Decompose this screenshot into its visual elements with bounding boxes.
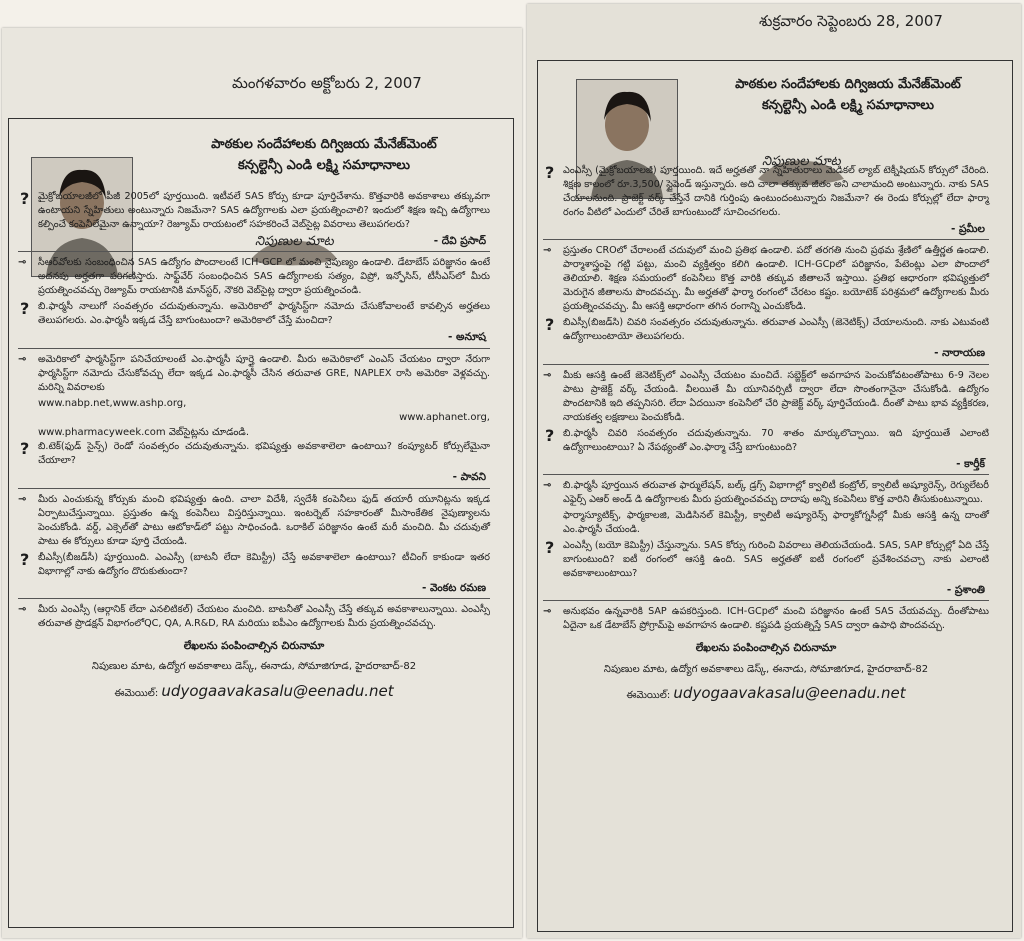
divider bbox=[543, 600, 989, 601]
right-question-3: ? బి.ఫార్మసీ చివరి సంవత్సరం చదువుతున్నాను. 70 శాతం మార్కులొచ్చాయి. ఇది పూర్తయితే ఎలాంటి ఉద్యోగాలుంటాయి? ఏ నేపథ్యంతో ఎం.ఫార్మా చేస్తే బాగుంటుంది? bbox=[545, 425, 989, 453]
right-question-4: ? ఎంఎస్సీ (బయో కెమిస్ట్రీ) చేస్తున్నాను. SAS కోర్సు గురించి వివరాలు తెలియచేయండి. SAS, SAP కోర్సుల్లో ఏది చేస్తే బాగుంటుంది? ఐటీ రంగంలో ఆసక్తి ఉంది. SAS అర్హతతో ఐటీ రంగంలో ప్రవేశించవచ్చా నాకు ఎలాంటి అవకాశాలుంటాయి? bbox=[545, 537, 989, 579]
question-mark-icon: ? bbox=[545, 537, 555, 557]
left-header-line1: పాఠకుల సందేహాలకు దిగ్విజయ మేనేజ్‌మెంట్ bbox=[211, 137, 437, 152]
answer-arrow-icon: ⊸ bbox=[18, 257, 27, 269]
divider bbox=[543, 364, 989, 365]
question-mark-icon: ? bbox=[20, 189, 30, 208]
right-logo-text: నిపుణుల మాట bbox=[762, 154, 841, 169]
left-footer-address: నిపుణుల మాట, ఉద్యోగ అవకాశాలు డెస్క్, ఈనాడు, సోమాజిగూడ, హైదరాబాద్-82 bbox=[91, 661, 417, 673]
answer-arrow-icon: ⊸ bbox=[543, 606, 552, 618]
right-footer-address: నిపుణుల మాట, ఉద్యోగ అవకాశాలు డెస్క్, ఈనాడు, సోమాజిగూడ, హైదరాబాద్-82 bbox=[603, 663, 929, 675]
left-clipping bbox=[2, 28, 522, 938]
right-question-1: ? ఎంఎస్సీ (మైక్రోబయాలజీ) పూర్తయింది. ఇదే అర్హతతో నా స్నేహితురాలు మెడికల్ ల్యాబ్ టెక్నీషియన్ కోర్సులో చేరింది. శిక్షణ కాలంలో రూ.3,500/ స్టైపెండ్ ఇస్తున్నారు. అది చాలా తక్కువ జీతం అని చాలామంది అంటున్నారు. నాకు SAS చేయాలనుంది. ప్రాజెక్ట్ వర్క్ చేస్తేనే దానికి గుర్తింపు ఉంటుందంటున్నారు నిజమేనా? ఈ రెండు కోర్సుల్లో లేదా ఫార్మా రంగం వీటిలో ఎందులో చేరితే బాగుంటుందో సూచించగలరు. bbox=[545, 163, 989, 218]
answer-arrow-icon: ⊸ bbox=[18, 604, 27, 616]
left-header-line2: కన్సల్టెన్సీ ఎండి లక్ష్మి సమాధానాలు bbox=[238, 157, 410, 173]
divider bbox=[543, 239, 989, 240]
left-logo-text: నిపుణుల మాట bbox=[255, 234, 334, 249]
left-question-3: ? బి.టెక్(ఫుడ్ సైన్స్) రెండో సంవత్సరం చదువుతున్నాను. భవిష్యత్తు అవకాశాలెలా ఉంటాయి? కంప్యూటర్ కోర్సులేమైనా చేయాలా? bbox=[20, 439, 490, 467]
right-answer-4: ⊸ అనుభవం ఉన్నవారికి SAP ఉపకరిస్తుంది. ICH-GCpలో మంచి పరిజ్ఞానం ఉంటే SAS చేయవచ్చు. దీంతోపాటు ఏదైనా ఒక డేటాబేస్ ప్రోగ్రామ్‌పై అవగాహన ఉండాలి. కష్టపడి ప్రయత్నిస్తే SAS ద్వారా ఉపాధి పొందవచ్చు. bbox=[543, 606, 989, 632]
left-reader-name-3: - పావని bbox=[452, 471, 486, 484]
right-date: శుక్రవారం సెప్టెంబరు 28, 2007 bbox=[759, 12, 943, 30]
left-answer-3: ⊸ మీరు ఎంచుకున్న కోర్సుకు మంచి భవిష్యత్తు ఉంది. చాలా విదేశీ, స్వదేశీ కంపెనీలు ఫుడ్ తయారీ యూనిట్లను ఇక్కడ ఏర్పాటుచేస్తున్నాయి. ప్రస్తుతం ఉన్న కంపెనీలు విస్తరిస్తున్నాయి. ఇంటర్నెట్ సహకారంతో మీసాంకేతిక నైపుణ్యాలను పెంచుకోండి. వర్డ్, ఎక్సెల్‌తో పాటు ఆటోకాడ్‌లో పట్టు సాధించండి. ఒరాకిల్ పరిజ్ఞానం ఉంటే మరీ మంచిది. మీ చదువుతో పాటు ఈ కోర్సులు కూడా పూర్తి చేయండి. bbox=[18, 493, 490, 547]
link-aphanet: www.aphanet.org, bbox=[399, 412, 490, 424]
divider bbox=[543, 474, 989, 475]
left-question-2: ? బి.ఫార్మసీ నాలుగో సంవత్సరం చదువుతున్నాను. అమెరికాలో ఫార్మసిస్ట్‌గా నమోదు చేసుకోవాలంటే కావల్సిన అర్హతలు తెలుపగలరు. ఎం.ఫార్మసీ ఇక్కడ చేస్తే బాగుంటుందా? అమెరికాలో చేస్తే మంచిదా? bbox=[20, 299, 490, 327]
right-header bbox=[688, 75, 1008, 117]
question-mark-icon: ? bbox=[545, 425, 555, 445]
left-question-1: ? మైక్రోబయాలజీలో పీజీ 2005లో పూర్తయింది. ఇటీవలే SAS కోర్సు కూడా పూర్తిచేశాను. కొత్తవారికి అవకాశాలు తక్కువగా ఉంటాయని స్నేహితులు అంటున్నారు నిజమేనా? SAS ఉద్యోగాలకు ఎలా ప్రయత్నించాలి? ఇందులో శిక్షణ ఇచ్చి ఉద్యోగాలు కల్పించే కంపెనీలేమైనా ఉన్నాయా? రెజ్యూమ్ రాయటంలో సహకరించే వెబ్‌సైట్ల వివరాలు తెలుపగలరు? bbox=[20, 189, 490, 230]
left-reader-name-2: - అనూష bbox=[448, 331, 486, 344]
question-mark-icon: ? bbox=[545, 315, 555, 335]
left-reader-name-1: - దేవి ప్రసాద్ bbox=[433, 235, 486, 247]
question-mark-icon: ? bbox=[20, 439, 30, 459]
right-header-line1: పాఠకుల సందేహాలకు దిగ్విజయ మేనేజ్‌మెంట్ bbox=[735, 77, 961, 92]
answer-arrow-icon: ⊸ bbox=[18, 493, 27, 505]
left-date: మంగళవారం అక్టోబరు 2, 2007 bbox=[232, 74, 422, 92]
right-footer-title: లేఖలను పంపించాల్సిన చిరునామా bbox=[695, 642, 837, 655]
question-mark-icon: ? bbox=[20, 549, 30, 569]
left-header bbox=[149, 135, 499, 177]
left-question-4: ? బీఎస్సీ(బీజడ్‌సీ) పూర్తయింది. ఎంఎస్సీ (బాటనీ లేదా కెమిస్ట్రీ) చేస్తే అవకాశాలెలా ఉంటాయి? టీచింగ్ కాకుండా ఇతర విభాగాల్లో నాకు ఉద్యోగం దొరుకుతుందా? bbox=[20, 549, 490, 577]
link-nabp: www.nabp.net,www.ashp.org, bbox=[38, 397, 187, 409]
left-content bbox=[18, 190, 490, 703]
left-answer-1: ⊸ సీఆర్‌వోలకు సంబంధించిన SAS ఉద్యోగం పొందాలంటే ICH-GCP లో మంచి నైపుణ్యం ఉండాలి. డేటాబేస్ పరిజ్ఞానం ఉంటే అదనపు అర్హతగా పరిగణిస్తారు. సాఫ్ట్‌వేర్ సంబంధించిన SAS ఉద్యోగాలకు సత్యం, విప్రో, ఇన్ఫోసిస్, టీసీఎస్‌లో మీరు ప్రయత్నించవచ్చు రెజ్యూమ్ రాయటానికి మాన్‌స్టర్, నౌకరి వెబ్‌సైట్ల ద్వారా ప్రయత్నించండి. bbox=[18, 257, 490, 297]
divider bbox=[18, 251, 490, 252]
right-clipping bbox=[527, 4, 1021, 938]
right-answer-3b: ఫార్మాస్యూటిక్స్, ఫార్మకాలజి, మెడిసినల్ కెమిస్ట్రీ, క్వాలిటీ అష్యూరెన్స్ ఫార్మాకోగ్నసీల్లో మీకు ఆసక్తి ఉన్న దాంతో ఎం.ఫార్మసీ చేయండి. bbox=[563, 509, 989, 535]
left-footer-title: లేఖలను పంపించాల్సిన చిరునామా bbox=[183, 640, 325, 653]
left-answer-4: ⊸ మీరు ఎంఎస్సీ (ఆర్గానిక్ లేదా ఎనలిటికల్) చేయటం మంచిది. బాటనీతో ఎంఎస్సీ చేస్తే తక్కువ అవకాశాలున్నాయి. ఎంఎస్సీ తరువాత ప్రొడక్షన్ విభాగంలోQC, QA, A.R&D, RA మరియు ఐపీఎం ఉద్యోగాలకు మీరు ప్రయత్నించవచ్చు. bbox=[18, 604, 490, 630]
email-address: udyogaavakasalu@eenadu.net bbox=[673, 684, 906, 703]
right-reader-name-2: - నారాయణ bbox=[934, 347, 985, 360]
divider bbox=[18, 488, 490, 489]
answer-arrow-icon: ⊸ bbox=[18, 353, 27, 365]
answer-arrow-icon: ⊸ bbox=[543, 479, 552, 491]
email-label: ఈమెయిల్: bbox=[114, 688, 159, 700]
right-reader-name-4: - ప్రశాంతి bbox=[946, 583, 985, 596]
divider bbox=[18, 598, 490, 599]
left-reader-name-4: - వెంకట రమణ bbox=[421, 581, 486, 594]
left-footer-email bbox=[18, 681, 490, 703]
question-mark-icon: ? bbox=[545, 163, 555, 182]
right-answer-3: ⊸ బి.ఫార్మసీ పూర్తయిన తరువాత ఫార్ములేషన్, బల్క్ డ్రగ్స్ విభాగాల్లో క్వాలిటీ కంట్రోల్, క్వాలిటీ అష్యూరెన్స్, రెగ్యులేటరీ ఎఫైర్స్ ఎఆర్ అండ్ డి ఉద్యోగాలకు మీరు ప్రయత్నించవచ్చు దాదాపు అన్ని కంపెనీలు కొత్త వారిని తీసుకుంటున్నాయి. bbox=[543, 479, 989, 505]
answer-arrow-icon: ⊸ bbox=[543, 245, 552, 257]
right-content bbox=[543, 164, 989, 705]
right-reader-name-3: - కార్తీక్ bbox=[956, 457, 985, 470]
right-reader-name-1: - ప్రమీల bbox=[950, 223, 985, 235]
right-question-2: ? బిఎస్సీ(బిజడ్‌సి) చివరి సంవత్సరం చదువుతున్నాను. తరువాత ఎంఎస్సీ (జెనెటిక్స్) చేయాలనుంది. నాకు ఎటువంటి ఉద్యోగాలుంటాయో తెలుపగలరు. bbox=[545, 315, 989, 343]
right-answer-1: ⊸ ప్రస్తుతం CROలో చేరాలంటే చదువులో మంచి ప్రతిభ ఉండాలి. పదో తరగతి నుంచి ప్రథమ శ్రేణిలో ఉత్తీర్ణత ఉండాలి. పార్మాశాస్త్రంపై గట్టి పట్టు, మంచి వ్యక్తిత్వం కలిగి ఉండాలి. ICH-GCpలో పరిజ్ఞానం, పేటెంట్లు ఎలా పొందాలో తెలియాలి. శిక్షణ సమయంలో కంపెనీలు కొత్త వారికి తక్కువ జీతాలనే ఇస్తాయి. ప్రతిభ ఆధారంగా భవిష్యత్తులో మెరుగైన జీతాలను పొందవచ్చు. మీ అర్హతతో ఫార్మా రంగంలో చేరటం కష్టం. బయోటెక్ పరిశ్రమలో ఉద్యోగాలకు మీరు ప్రయత్నించవచ్చు. మీ ఆసక్తి ఆధారంగా తగిన రంగాన్ని ఎంచుకోండి. bbox=[543, 245, 989, 313]
email-address: udyogaavakasalu@eenadu.net bbox=[161, 682, 394, 701]
link-pharmacyweek: www.pharmacyweek.com వెబ్‌సైట్లను చూడండి. bbox=[38, 426, 250, 438]
question-mark-icon: ? bbox=[20, 299, 30, 319]
email-label: ఈమెయిల్: bbox=[626, 690, 671, 702]
divider bbox=[18, 348, 490, 349]
right-answer-2: ⊸ మీకు ఆసక్తి ఉంటే జెనెటిక్స్‌లో ఎంఎస్సీ చేయటం మంచిదే. సబ్జెక్ట్‌లో అవగాహన పెంచుకోవటంతోపాటు 6-9 నెలల పాటు ప్రాజెక్ట్ వర్క్ చేయండి. వీలయితే మీ యూనివర్సిటీ ద్వారా లేదా సొంతంగానైనా చేసుకోండి. ఉద్యోగం పొందటానికి ఇది తప్పనిసరి. లేదా ఏదయినా కంపెనీలో చేరి ప్రాజెక్ట్ వర్క్ పూర్తిచేయండి. దీంతో పాటు భావ వ్యక్తీకరణ, నాయకత్వ లక్షణాలు పెంచుకోండి. bbox=[543, 369, 989, 423]
right-footer-email bbox=[543, 683, 989, 705]
left-answer-2-links bbox=[18, 397, 490, 441]
right-header-line2: కన్సల్టెన్సీ ఎండి లక్ష్మి సమాధానాలు bbox=[762, 97, 934, 113]
answer-arrow-icon: ⊸ bbox=[543, 369, 552, 381]
left-answer-2: ⊸ అమెరికాలో ఫార్మసిస్ట్‌గా పనిచేయాలంటే ఎం.ఫార్మసీ పూర్తై ఉండాలి. మీరు అమెరికాలో ఎంఎస్ చేయటం ద్వారా నేరుగా ఫార్మసిస్ట్‌గా నమోదు చేసుకోవచ్చు లేదా ఇక్కడ ఎం.ఫార్మసీ చేసిన తరువాత GRE, NAPLEX రాసి అమెరికా వెళ్లవచ్చు. మరిన్ని వివరాలకు bbox=[18, 353, 490, 393]
